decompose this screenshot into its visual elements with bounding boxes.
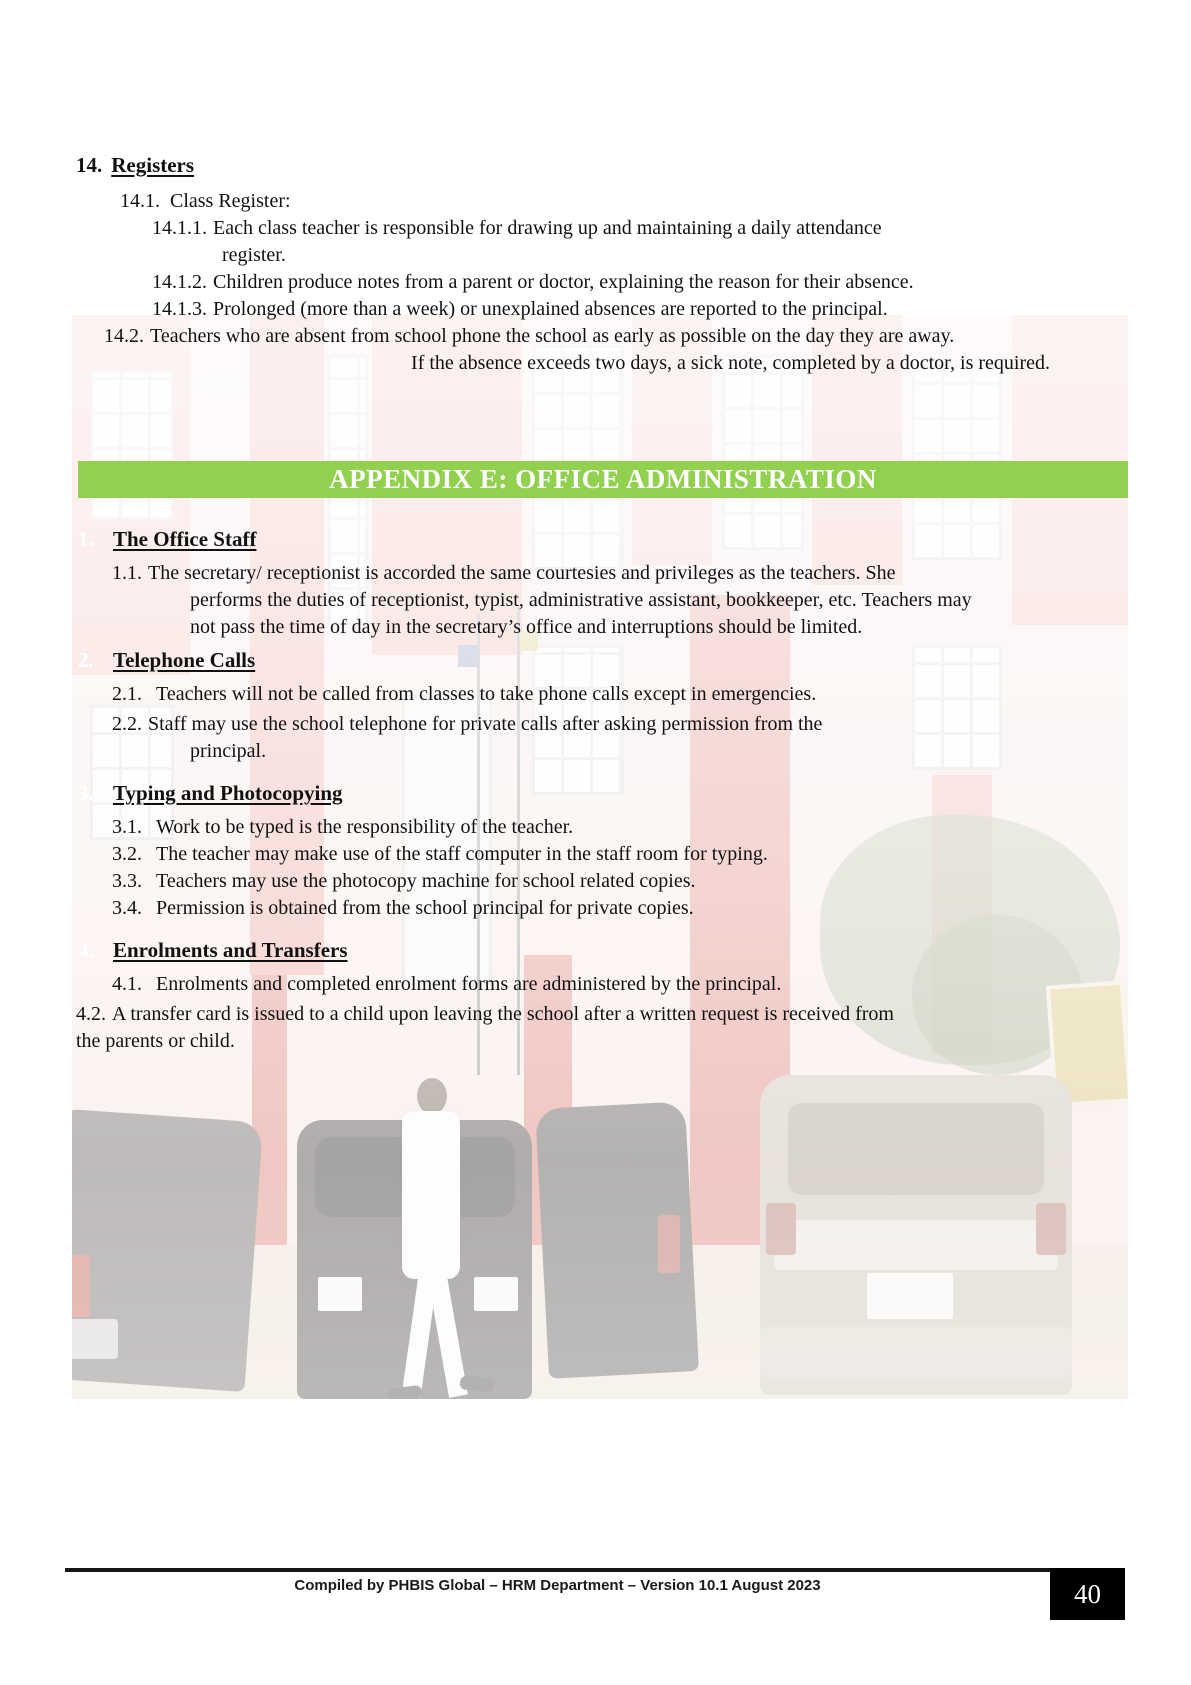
list-line: 4.1. Enrolments and completed enrolment forms are administered by the principal. [112,973,782,995]
list-line: register. [222,244,286,266]
section-title: Enrolments and Transfers [113,938,348,962]
section-enrolments-transfers [0,935,1191,1055]
list-line: 3.2. The teacher may make use of the staff computer in the staff room for typing. [112,843,768,865]
list-line: If the absence exceeds two days, a sick note, completed by a doctor, is required. [411,352,1050,374]
list-line: the parents or child. [76,1030,235,1052]
registers-heading-number: 14. [76,153,103,177]
appendix-banner-title: APPENDIX E: OFFICE ADMINISTRATION [329,464,877,494]
list-line: 2.1. Teachers will not be called from classes to take phone calls except in emergencies. [112,683,817,705]
list-line: 3.1. Work to be typed is the responsibility of the teacher. [112,816,574,838]
section-heading [0,778,1191,808]
registers-heading-title: Registers [111,153,195,177]
list-line: 14.1.1. Each class teacher is responsible for drawing up and maintaining a daily attendance [152,217,882,239]
appendix-banner [78,461,1128,498]
list-line: 1.1. The secretary/ receptionist is accorded the same courtesies and privileges as the teachers. She [112,562,896,584]
section-heading [0,935,1191,965]
section-telephone-calls [0,645,1191,765]
page-number: 40 [1074,1578,1101,1609]
footer-rule [65,1568,1050,1572]
section-number: 3. [78,781,94,805]
list-line: 2.2. Staff may use the school telephone for private calls after asking permission from the [112,713,823,735]
list-line: 3.3. Teachers may use the photocopy machine for school related copies. [112,870,696,892]
section-title: Typing and Photocopying [113,781,343,805]
section-heading [0,524,1191,554]
list-line: 14.2. Teachers who are absent from school phone the school as early as possible on the day they are away. [104,325,955,347]
list-line: principal. [190,740,267,762]
section-number: 2. [78,648,94,672]
list-line: 14.1.2. Children produce notes from a parent or doctor, explaining the reason for their absence. [152,271,914,293]
footer-text: Compiled by PHBIS Global – HRM Department – Version 10.1 August 2023 [294,1577,821,1594]
list-line: 3.4. Permission is obtained from the school principal for private copies. [112,897,694,919]
registers-block [0,150,1191,377]
section-number: 1. [78,527,94,551]
section-typing-photocopying [0,778,1191,922]
registers-heading [0,150,1191,180]
section-heading [0,645,1191,675]
list-line: not pass the time of day in the secretary’s office and interruptions should be limited. [190,616,863,638]
list-line: 14.1.3. Prolonged (more than a week) or unexplained absences are reported to the principal. [152,298,888,320]
page-number-box [1050,1568,1125,1620]
list-line: 14.1. Class Register: [120,190,291,212]
section-office-staff [0,524,1191,641]
list-line: 4.2. A transfer card is issued to a child upon leaving the school after a written request is received from [76,1003,894,1025]
section-number: 4. [78,938,94,962]
list-line: performs the duties of receptionist, typist, administrative assistant, bookkeeper, etc. Teachers may [190,589,972,611]
section-title: The Office Staff [113,527,257,551]
section-title: Telephone Calls [113,648,256,672]
